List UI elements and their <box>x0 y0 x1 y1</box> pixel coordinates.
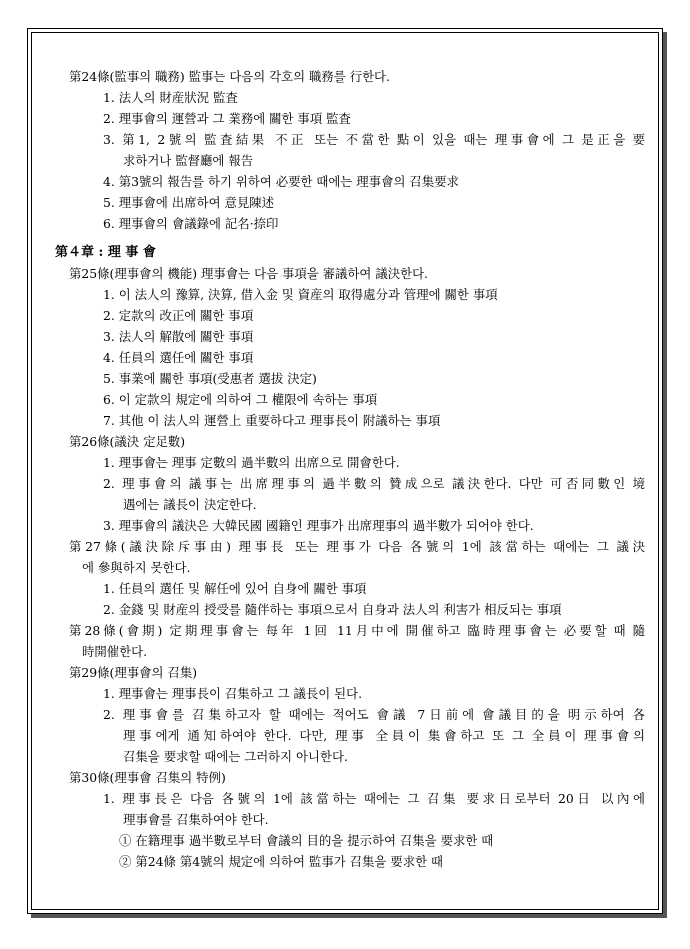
list-item: 5. 事業에 關한 事項(受惠者 選拔 決定) <box>103 371 317 386</box>
article-heading: 第24條(監事의 職務) 監事는 다음의 각호의 職務를 行한다. <box>69 69 390 84</box>
list-item: 理事會를 召集하여야 한다. <box>123 812 269 827</box>
sub-item: ② 第24條 第4號의 規定에 의하여 監事가 召集을 要求한 때 <box>119 854 443 869</box>
list-item: 6. 理事會의 會議錄에 記名·捺印 <box>103 216 279 231</box>
article-heading: 第26條(議決 定足數) <box>69 434 186 449</box>
list-item: 2. 理事會의 運營과 그 業務에 關한 事項 監査 <box>103 111 351 126</box>
list-item: 1. 任員의 選任 및 解任에 있어 自身에 關한 事項 <box>103 581 367 596</box>
list-item: 1. 理事長은 다음 各號의 1에 該當하는 때에는 그 召集 要求日로부터 20日 以內에 <box>103 791 645 806</box>
list-item: 7. 其他 이 法人의 運營上 重要하다고 理事長이 附議하는 事項 <box>103 413 441 428</box>
list-item: 1. 理事會는 理事長이 召集하고 그 議長이 된다. <box>103 686 363 701</box>
list-item: 召集을 要求할 때에는 그러하지 아니한다. <box>123 749 348 764</box>
text-line: 時開催한다. <box>82 644 148 659</box>
document-body <box>55 66 645 872</box>
article-heading: 第30條(理事會 召集의 特例) <box>69 770 226 785</box>
list-item: 2. 定款의 改正에 關한 事項 <box>103 308 254 323</box>
list-item: 4. 第3號의 報告를 하기 위하여 必要한 때에는 理事會의 召集要求 <box>103 174 459 189</box>
list-item: 2. 金錢 및 財産의 授受를 隨伴하는 事項으로서 自身과 法人의 利害가 相反되는 事項 <box>103 602 562 617</box>
list-item: 5. 理事會에 出席하여 意見陳述 <box>103 195 275 210</box>
list-item: 1. 理事會는 理事 定數의 過半數의 出席으로 開會한다. <box>103 455 400 470</box>
sub-item: ① 在籍理事 過半數로부터 會議의 目的을 提示하여 召集을 要求한 때 <box>119 833 494 848</box>
list-item: 理事에게 通知하여야 한다. 다만, 理事 全員이 集會하고 또 그 全員이 理事會의 <box>123 728 645 743</box>
list-item: 6. 이 定款의 規定에 의하여 그 權限에 속하는 事項 <box>103 392 378 407</box>
article-heading: 第27條(議決除斥事由) 理事長 또는 理事가 다음 各號의 1에 該當하는 때에는 그 議決 <box>69 539 645 554</box>
article-heading: 第28條(會期) 定期理事會는 每年 1回 11月中에 開催하고 臨時理事會는 必要할 때 隨 <box>69 623 645 638</box>
list-item: 3. 法人의 解散에 關한 事項 <box>103 329 254 344</box>
list-item: 1. 法人의 財産狀況 監査 <box>103 90 238 105</box>
list-item: 1. 이 法人의 豫算, 決算, 借入金 및 資産의 取得處分과 管理에 關한 事項 <box>103 287 498 302</box>
text-line: 에 參與하지 못한다. <box>82 560 191 575</box>
article-heading: 第29條(理事會의 召集) <box>69 665 198 680</box>
list-item: 4. 任員의 選任에 關한 事項 <box>103 350 254 365</box>
list-item: 2. 理事會의 議事는 出席理事의 過半數의 贊成으로 議決한다. 다만 可否同數인 境 <box>103 476 645 491</box>
list-item: 求하거나 監督廳에 報告 <box>123 153 254 168</box>
article-heading: 第25條(理事會의 機能) 理事會는 다음 事項을 審議하여 議決한다. <box>69 266 428 281</box>
chapter-heading: 第４章 : 理 事 會 <box>55 245 156 260</box>
list-item: 3. 第1, 2號의 監査結果 不正 또는 不當한 點이 있을 때는 理事會에 그 是正을 要 <box>103 132 645 147</box>
list-item: 2. 理事會를 召集하고자 할 때에는 적어도 會議 7日前에 會議目的을 明示하여 各 <box>103 707 645 722</box>
list-item: 3. 理事會의 議決은 大韓民國 國籍인 理事가 出席理事의 過半數가 되어야 한다. <box>103 518 534 533</box>
list-item: 遇에는 議長이 決定한다. <box>123 497 257 512</box>
